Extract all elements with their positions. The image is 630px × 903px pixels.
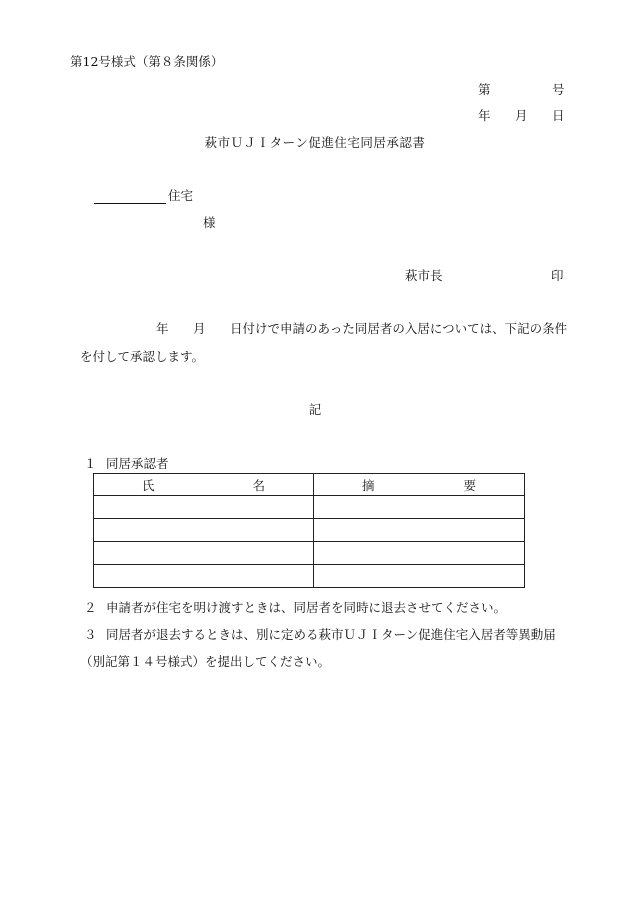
house-suffix: 住宅 <box>168 188 194 203</box>
item-3: ３ 同居者が退去するときは、別に定める萩市ＵＪＩターン促進住宅入居者等異動届 <box>84 627 556 642</box>
table-header-row <box>94 474 525 496</box>
table-row <box>94 496 525 519</box>
body-month: 月 <box>193 321 206 336</box>
item-2: ２ 申請者が住宅を明け渡すときは、同居者を同時に退去させてください。 <box>84 600 507 615</box>
item-1: １ 同居承認者 <box>84 456 169 471</box>
header-name: 氏 名 <box>94 474 314 496</box>
issuer-mayor: 萩市長 <box>405 268 443 283</box>
body-rest: 日付けで申請のあった同居者の入居については、下記の条件 <box>230 321 568 336</box>
addressee-honorific: 様 <box>203 215 216 230</box>
date-day: 日 <box>552 108 565 123</box>
header-summary: 摘 要 <box>314 474 525 496</box>
date-month: 月 <box>515 108 528 123</box>
item-3-continuation: （別記第１４号様式）を提出してください。 <box>80 654 331 669</box>
table-row <box>94 542 525 565</box>
ki-heading: 記 <box>308 402 322 417</box>
table-row <box>94 519 525 542</box>
body-line-2: を付して承認します。 <box>80 349 205 364</box>
addressee-house <box>94 186 193 204</box>
cohabitant-table <box>93 473 525 588</box>
table-row <box>94 565 525 588</box>
form-number: 第12号様式（第８条関係） <box>70 54 224 69</box>
date-year: 年 <box>478 108 491 123</box>
seal-mark: 印 <box>551 268 564 283</box>
body-year: 年 <box>156 321 169 336</box>
number-go: 号 <box>552 82 565 97</box>
document-title: 萩市ＵＪＩターン促進住宅同居承認書 <box>204 135 426 150</box>
number-dai: 第 <box>478 82 491 97</box>
house-name-blank <box>94 190 166 204</box>
